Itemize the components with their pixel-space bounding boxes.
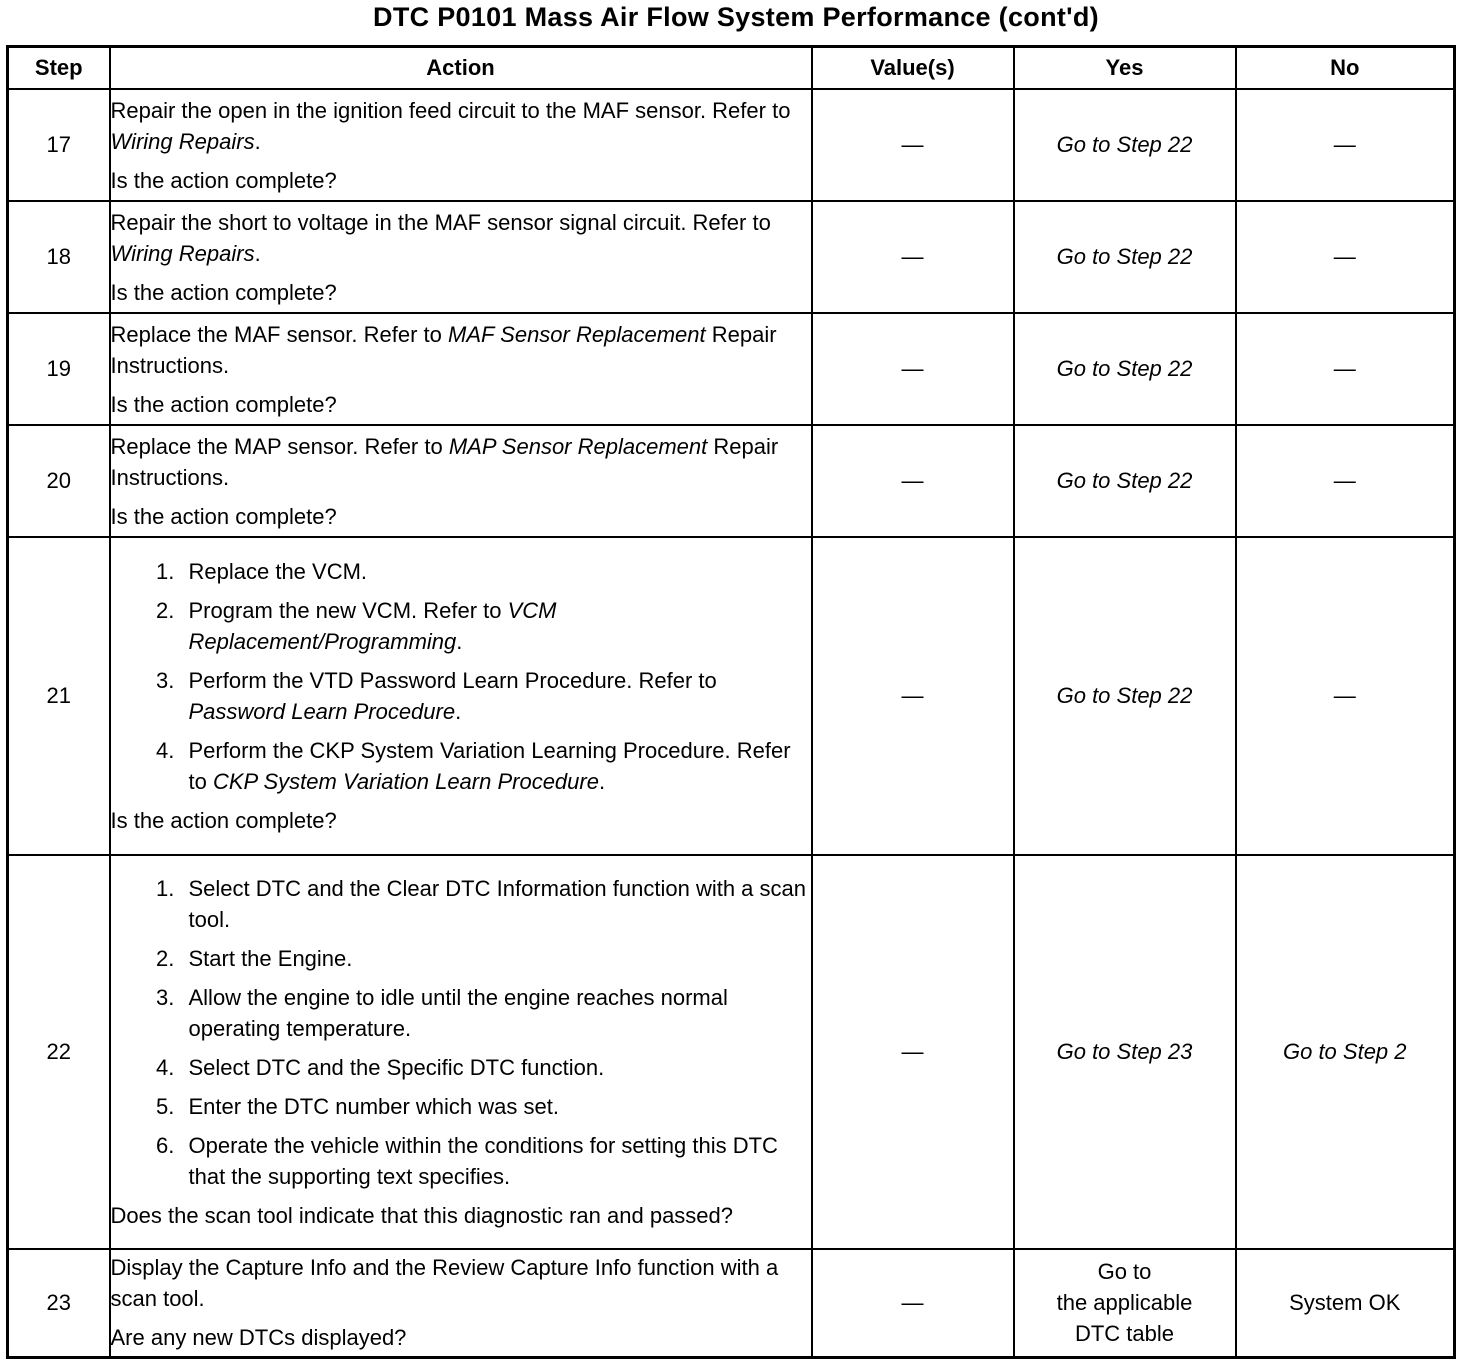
action-question: Is the action complete?	[110, 167, 337, 193]
value-cell: —	[812, 855, 1014, 1249]
page-title: DTC P0101 Mass Air Flow System Performance (cont'd)	[373, 2, 1099, 32]
action-text	[111, 319, 811, 381]
action-text-b: Repair Instructions.	[110, 321, 777, 378]
list-item-text-end: .	[598, 769, 606, 794]
list-item-text-end: .	[455, 699, 462, 724]
action-question: Is the action complete?	[110, 808, 337, 833]
list-item-text-end: .	[456, 629, 463, 654]
table-row	[8, 537, 1455, 855]
no-cell: —	[1236, 537, 1455, 855]
action-text: Display the Capture Info and the Review Capture Info function with a scan tool.	[110, 1255, 779, 1312]
action-question: Is the action complete?	[110, 503, 337, 529]
action-question: Are any new DTCs displayed?	[110, 1325, 407, 1351]
reference-link[interactable]: Wiring Repairs	[110, 128, 255, 154]
list-item	[181, 595, 811, 657]
list-item-text: Perform the VTD Password Learn Procedure. Refer to	[188, 668, 717, 693]
reference-link[interactable]: CKP System Variation Learn Procedure	[212, 769, 599, 794]
no-cell: —	[1236, 313, 1455, 425]
value-cell: —	[812, 537, 1014, 855]
list-item-text: Perform the CKP System Variation Learning Procedure. Refer to	[188, 738, 791, 794]
list-item	[181, 556, 811, 587]
yes-cell: Go to Step 22	[1014, 537, 1236, 855]
reference-link[interactable]: Wiring Repairs	[110, 240, 255, 266]
step-number: 22	[8, 855, 110, 1249]
action-question: Is the action complete?	[110, 279, 337, 305]
step-number: 18	[8, 201, 110, 313]
list-item: 1. Select DTC and the Clear DTC Information function with a scan tool.	[181, 873, 811, 935]
action-text-a: Repair the short to voltage in the MAF sensor signal circuit. Refer to	[110, 209, 771, 235]
table-row	[8, 89, 1455, 201]
action-text-b: Repair Instructions.	[110, 433, 779, 490]
action-question: Is the action complete?	[110, 391, 337, 417]
header-yes: Yes	[1014, 47, 1236, 90]
action-text-b: .	[254, 128, 261, 154]
yes-cell: Go to Step 22	[1014, 313, 1236, 425]
reference-link[interactable]: Password Learn Procedure	[188, 699, 456, 724]
no-cell: —	[1236, 201, 1455, 313]
procedure-list	[111, 873, 811, 1192]
table-row	[8, 855, 1455, 1249]
table-row	[8, 1249, 1455, 1357]
yes-line-3: DTC table	[1074, 1321, 1175, 1347]
action-text	[111, 431, 811, 493]
no-cell: Go to Step 2	[1236, 855, 1455, 1249]
value-cell: —	[812, 201, 1014, 313]
value-cell: —	[812, 313, 1014, 425]
action-cell	[110, 89, 812, 201]
no-cell: —	[1236, 89, 1455, 201]
list-item: 4. Select DTC and the Specific DTC function.	[181, 1052, 811, 1083]
reference-link[interactable]: VCM Replacement/Programming	[188, 598, 557, 654]
table-row	[8, 313, 1455, 425]
header-action: Action	[110, 47, 812, 90]
diagnostic-table	[6, 45, 1456, 1359]
step-number: 19	[8, 313, 110, 425]
yes-cell: Go to Step 22	[1014, 201, 1236, 313]
header-step: Step	[8, 47, 110, 90]
table-row	[8, 201, 1455, 313]
reference-link[interactable]: MAF Sensor Replacement	[448, 321, 706, 347]
yes-line-1: Go to	[1097, 1259, 1152, 1285]
yes-cell: Go to Step 22	[1014, 425, 1236, 537]
list-item	[181, 735, 811, 797]
header-row	[8, 47, 1455, 90]
list-item: 3. Allow the engine to idle until the engine reaches normal operating temperature.	[181, 982, 811, 1044]
action-text	[111, 207, 811, 269]
action-cell	[110, 313, 812, 425]
step-number: 21	[8, 537, 110, 855]
step-number: 17	[8, 89, 110, 201]
action-question: Does the scan tool indicate that this diagnostic ran and passed?	[110, 1203, 734, 1228]
reference-link[interactable]: MAP Sensor Replacement	[448, 433, 708, 459]
value-cell: —	[812, 89, 1014, 201]
no-cell: —	[1236, 425, 1455, 537]
list-item	[181, 665, 811, 727]
yes-line-2: the applicable	[1056, 1290, 1193, 1316]
action-cell	[110, 855, 812, 1249]
header-no: No	[1236, 47, 1455, 90]
step-number: 23	[8, 1249, 110, 1357]
yes-cell	[1014, 1249, 1236, 1357]
yes-cell: Go to Step 22	[1014, 89, 1236, 201]
list-item-text: Program the new VCM. Refer to	[188, 598, 508, 623]
step-number: 20	[8, 425, 110, 537]
action-text	[111, 95, 811, 157]
procedure-list	[111, 556, 811, 797]
list-item: 2. Start the Engine.	[181, 943, 811, 974]
table-row	[8, 425, 1455, 537]
action-text-b: .	[254, 240, 261, 266]
value-cell: —	[812, 425, 1014, 537]
list-item-text: Replace the VCM.	[188, 559, 368, 584]
action-cell	[110, 537, 812, 855]
list-item: 5. Enter the DTC number which was set.	[181, 1091, 811, 1122]
value-cell: —	[812, 1249, 1014, 1357]
action-cell	[110, 425, 812, 537]
action-text-a: Repair the open in the ignition feed circuit to the MAF sensor. Refer to	[110, 97, 791, 123]
action-text-a: Replace the MAF sensor. Refer to	[110, 321, 448, 347]
no-cell: System OK	[1236, 1249, 1455, 1357]
action-text-a: Replace the MAP sensor. Refer to	[110, 433, 449, 459]
action-cell	[110, 201, 812, 313]
action-cell	[110, 1249, 812, 1357]
yes-cell: Go to Step 23	[1014, 855, 1236, 1249]
header-values: Value(s)	[812, 47, 1014, 90]
list-item: 6. Operate the vehicle within the conditions for setting this DTC that the supporting text specifies.	[181, 1130, 811, 1192]
